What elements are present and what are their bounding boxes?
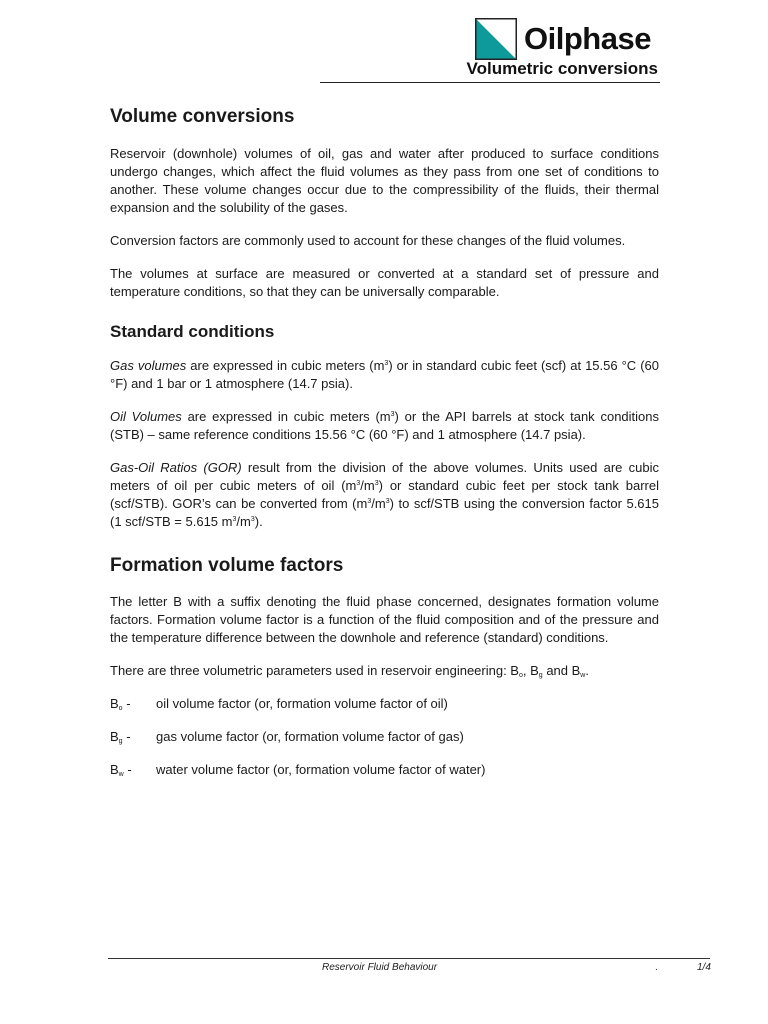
parameter-symbol: [110, 728, 156, 746]
paragraph-standard-set: The volumes at surface are measured or converted at a standard set of pressure and temperature conditions, so that they can be universally comparable.: [110, 266, 659, 299]
term-oil-volumes: Oil Volumes: [110, 409, 182, 424]
paragraph-reservoir-volumes: Reservoir (downhole) volumes of oil, gas and water after produced to surface conditions undergo changes, which affect the fluid volumes as they pass from one set of conditions to another. These volume changes occur due to the compressibility of the fluids, their thermal expansion and the solubility of the gases.: [110, 146, 659, 215]
gor-text-2b: /m: [371, 496, 386, 511]
gor-text-1: result from the division of the above volumes. Units used are cubic meters of oil per cubic meters of oil (m: [110, 460, 659, 493]
cubic-exponent: 3: [374, 480, 379, 487]
gas-volumes-text-1: are expressed in cubic meters (m: [186, 358, 385, 373]
gor-text-2: /m: [360, 478, 375, 493]
cubic-exponent: 3: [390, 411, 395, 418]
paragraph-gas-volumes: [110, 357, 659, 393]
term-gas-volumes: Gas volumes: [110, 358, 187, 373]
subscript-g: g: [538, 672, 543, 679]
heading-formation-volume-factors: Formation volume factors: [110, 555, 344, 576]
cubic-exponent: 3: [385, 498, 390, 505]
subscript-w: w: [580, 672, 586, 679]
parameter-description: gas volume factor (or, formation volume factor of gas): [156, 729, 464, 744]
cubic-exponent: 3: [232, 516, 237, 523]
page-content: [110, 104, 659, 779]
symbol-dash: -: [122, 729, 131, 744]
oilphase-logo-icon: [475, 18, 517, 60]
parameter-description: water volume factor (or, formation volume factor of water): [156, 762, 486, 777]
symbol-letter: B: [110, 762, 119, 777]
footer-title: Reservoir Fluid Behaviour: [322, 962, 438, 973]
oil-volumes-text-2: ) or the API barrels at stock tank conditions (STB) – same reference conditions 15.56 °C (60 °F) and 1 atmosphere (14.7 psia).: [110, 409, 660, 442]
cubic-exponent: 3: [356, 480, 361, 487]
footer-dot: .: [655, 962, 658, 973]
parameter-description: oil volume factor (or, formation volume factor of oil): [156, 696, 448, 711]
footer-divider: [108, 958, 710, 959]
brand-name: Oilphase: [524, 21, 651, 56]
parameter-bg: [110, 728, 659, 746]
symbol-dash: -: [123, 762, 132, 777]
gor-text-2c: /m: [236, 514, 251, 529]
symbol-letter: B: [110, 696, 119, 711]
symbol-subscript: g: [118, 738, 123, 745]
subscript-o: o: [518, 672, 523, 679]
parameter-bw: [110, 761, 659, 779]
term-gas-oil-ratios: Gas-Oil Ratios (GOR): [110, 460, 242, 475]
paragraph-letter-b: The letter B with a suffix denoting the fluid phase concerned, designates formation volume factors. Formation volume factor is a function of the fluid composition and of the pressure and the temperature difference between the downhole and reference (standard) conditions.: [110, 594, 659, 645]
heading-volume-conversions: Volume conversions: [110, 106, 295, 127]
cubic-exponent: 3: [367, 498, 372, 505]
parameter-symbol: [110, 695, 156, 713]
gor-text-4: ) to scf/STB using the conversion factor 5.615 (1 scf/STB = 5.615 m: [110, 496, 659, 529]
symbol-subscript: o: [118, 705, 123, 712]
gor-text-3: ) or standard cubic feet per stock tank barrel (scf/STB). GOR’s can be converted from (m: [110, 478, 659, 511]
page-number: 1/4: [697, 962, 711, 973]
symbol-subscript: w: [118, 771, 124, 778]
paragraph-oil-volumes: [110, 408, 659, 444]
gas-volumes-text-2: ) or in standard cubic feet (scf) at 15.56 °C (60 °F) and 1 bar or 1 atmosphere (14.7 psia).: [110, 358, 659, 391]
params-intro-text: There are three volumetric parameters used in reservoir engineering: B: [110, 663, 519, 678]
paragraph-conversion-factors: Conversion factors are commonly used to account for these changes of the fluid volumes.: [110, 233, 626, 248]
document-title: Volumetric conversions: [466, 59, 658, 78]
symbol-letter: B: [110, 729, 119, 744]
gor-text-5: ).: [254, 514, 263, 529]
header-divider: [320, 82, 660, 83]
paragraph-gas-oil-ratios: [110, 459, 659, 531]
cubic-exponent: 3: [384, 360, 389, 367]
parameter-bo: [110, 695, 659, 713]
cubic-exponent: 3: [250, 516, 255, 523]
oil-volumes-text-1: are expressed in cubic meters (m: [181, 409, 391, 424]
parameter-symbol: [110, 761, 156, 779]
paragraph-three-parameters: [110, 662, 659, 680]
params-sep-1: , B: [522, 663, 539, 678]
params-sep-2: and B: [542, 663, 581, 678]
symbol-dash: -: [122, 696, 131, 711]
params-end: .: [585, 663, 589, 678]
heading-standard-conditions: Standard conditions: [110, 322, 275, 341]
